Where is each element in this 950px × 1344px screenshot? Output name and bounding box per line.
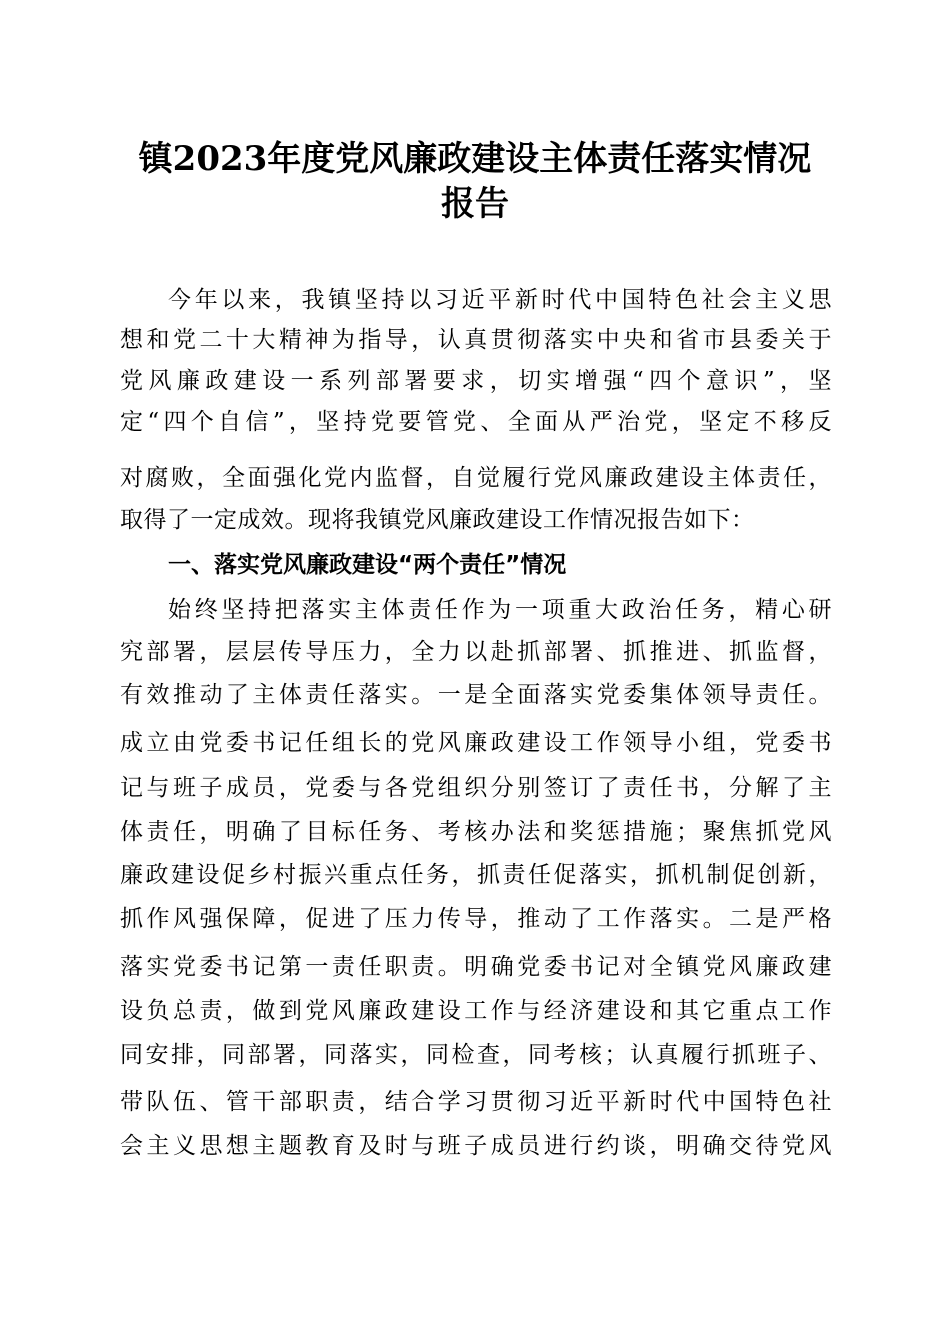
text-line: 设负总责，做到党风廉政建设工作与经济建设和其它重点工作 bbox=[120, 998, 832, 1024]
text-line: 落实党委书记第一责任职责。明确党委书记对全镇党风廉政建 bbox=[120, 954, 832, 980]
text-line: 有效推动了主体责任落实。一是全面落实党委集体领导责任。 bbox=[120, 682, 832, 708]
text-line: 取得了一定成效。现将我镇党风廉政建设工作情况报告如下： bbox=[120, 507, 755, 533]
text-line: 记与班子成员，党委与各党组织分别签订了责任书，分解了主 bbox=[120, 775, 832, 801]
text-line: 廉政建设促乡村振兴重点任务，抓责任促落实，抓机制促创新， bbox=[120, 862, 832, 888]
section-heading: 一、落实党风廉政建设“两个责任”情况 bbox=[168, 552, 567, 578]
text-line: 体责任，明确了目标任务、考核办法和奖惩措施；聚焦抓党风 bbox=[120, 819, 832, 845]
text-line: 究部署，层层传导压力，全力以赴抓部署、抓推进、抓监督， bbox=[120, 639, 832, 665]
text-line: 想和党二十大精神为指导，认真贯彻落实中央和省市县委关于 bbox=[120, 327, 832, 353]
text-line: 党风廉政建设一系列部署要求，切实增强“四个意识”，坚 bbox=[120, 368, 832, 394]
text-line: 对腐败，全面强化党内监督，自觉履行党风廉政建设主体责任， bbox=[120, 465, 832, 491]
text-line: 定“四个自信”，坚持党要管党、全面从严治党，坚定不移反 bbox=[120, 409, 832, 435]
document-title-line-2: 报告 bbox=[441, 184, 509, 224]
text-line: 抓作风强保障，促进了压力传导，推动了工作落实。二是严格 bbox=[120, 906, 832, 932]
text-line: 始终坚持把落实主体责任作为一项重大政治任务，精心研 bbox=[168, 597, 832, 623]
text-line: 成立由党委书记任组长的党风廉政建设工作领导小组，党委书 bbox=[120, 730, 832, 756]
text-line: 会主义思想主题教育及时与班子成员进行约谈，明确交待党风 bbox=[120, 1133, 832, 1159]
document-title-line-1: 镇2023年度党风廉政建设主体责任落实情况 bbox=[138, 139, 812, 179]
text-line: 带队伍、管干部职责，结合学习贯彻习近平新时代中国特色社 bbox=[120, 1089, 832, 1115]
text-line: 今年以来，我镇坚持以习近平新时代中国特色社会主义思 bbox=[168, 287, 832, 313]
text-line: 同安排，同部署，同落实，同检查，同考核；认真履行抓班子、 bbox=[120, 1042, 832, 1068]
